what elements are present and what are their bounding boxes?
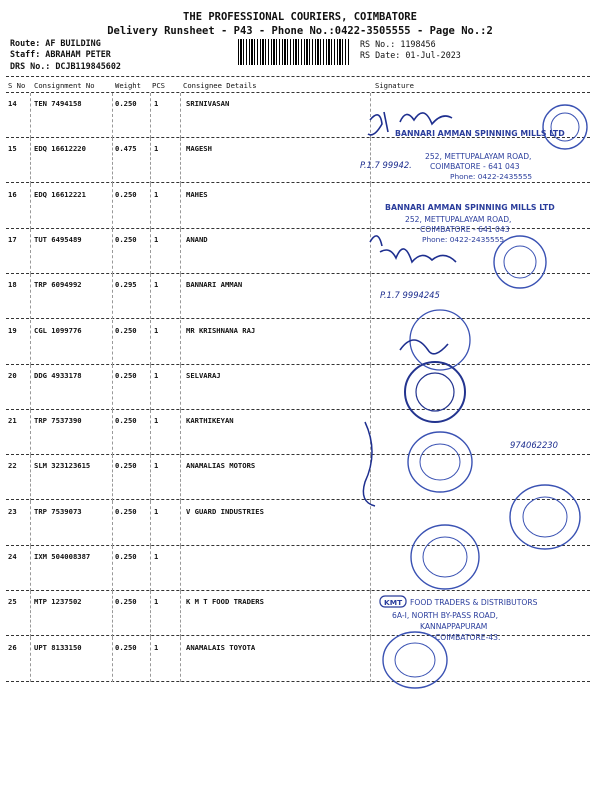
row-consignee: V GUARD INDUSTRIES xyxy=(186,506,264,516)
row-consignment-no: DDG 4933178 xyxy=(34,370,82,380)
column-separator xyxy=(30,546,31,591)
row-pcs: 1 xyxy=(154,325,159,335)
column-separator xyxy=(30,637,31,682)
seal-row17-icon xyxy=(494,236,546,288)
row-sno: 18 xyxy=(8,280,17,290)
row-sno: 23 xyxy=(8,506,17,516)
column-separator xyxy=(30,184,31,229)
row-sno: 15 xyxy=(8,144,17,154)
row-consignee: KARTHIKEYAN xyxy=(186,416,234,426)
column-separator xyxy=(150,501,151,546)
seal-row26-inner-icon xyxy=(395,643,435,677)
column-separator xyxy=(180,93,181,138)
stamp-bannari-line2-b: 252, METTUPALAYAM ROAD, xyxy=(405,215,512,224)
column-separator xyxy=(112,410,113,455)
handwritten-phone-3: 974062230 xyxy=(510,440,558,450)
column-separator xyxy=(112,365,113,410)
column-separator xyxy=(112,637,113,682)
row-weight: 0.250 xyxy=(115,552,137,561)
col-header-sno: S No xyxy=(8,81,26,90)
row-sno: 25 xyxy=(8,597,17,607)
row-consignee: ANAMALIAS MOTORS xyxy=(186,461,256,471)
row-pcs: 1 xyxy=(154,597,159,607)
column-separator xyxy=(30,229,31,274)
column-separator xyxy=(150,138,151,183)
row-consignment-no: TRP 7539073 xyxy=(34,506,82,516)
row-weight: 0.250 xyxy=(115,506,137,516)
column-separator xyxy=(180,410,181,455)
stamp-kmt-line4: COIMBATORE-43. xyxy=(435,633,501,642)
seal-row17-inner-icon xyxy=(504,246,536,278)
runsheet-subtitle: Delivery Runsheet - P43 - Phone No.:0422-3505555 - Page No.:2 xyxy=(107,25,493,37)
seal-row24-icon xyxy=(411,525,479,589)
row-consignee: SELVARAJ xyxy=(186,370,221,380)
seal-row23-inner-icon xyxy=(523,497,567,537)
row-sno: 24 xyxy=(8,552,17,561)
column-separator xyxy=(112,546,113,591)
stamp-kmt-line2: 6A-I, NORTH BY-PASS ROAD, xyxy=(392,611,498,620)
seal-row14-icon xyxy=(543,105,587,149)
row-pcs: 1 xyxy=(154,506,159,516)
column-separator xyxy=(150,320,151,365)
row-consignee: K M T FOOD TRADERS xyxy=(186,597,264,607)
seal-row22-inner-icon xyxy=(420,444,460,480)
row-sno: 22 xyxy=(8,461,17,471)
row-consignee: ANAND xyxy=(186,234,208,244)
column-separator xyxy=(180,501,181,546)
row-consignment-no: MTP 1237502 xyxy=(34,597,82,607)
row-weight: 0.250 xyxy=(115,370,137,380)
row-consignment-no: TEN 7494158 xyxy=(34,99,82,108)
seal-row24-inner-icon xyxy=(423,537,467,577)
column-separator xyxy=(30,93,31,138)
column-separator xyxy=(30,320,31,365)
column-separator xyxy=(180,455,181,500)
column-separator xyxy=(112,455,113,500)
row-weight: 0.250 xyxy=(115,325,137,335)
column-separator xyxy=(112,229,113,274)
row-pcs: 1 xyxy=(154,234,159,244)
column-separator xyxy=(150,365,151,410)
col-header-pcs: PCS xyxy=(152,81,165,90)
column-separator xyxy=(180,637,181,682)
rs-number: RS No.: 1198456 xyxy=(360,39,436,49)
seal-row26-icon xyxy=(383,632,447,688)
seal-row23-icon xyxy=(510,485,580,549)
column-separator xyxy=(150,274,151,319)
column-separator xyxy=(112,591,113,636)
row-weight: 0.250 xyxy=(115,99,137,108)
row-sno: 16 xyxy=(8,189,17,199)
row-sno: 19 xyxy=(8,325,17,335)
row-consignment-no: TRP 7537390 xyxy=(34,416,82,426)
stamp-kmt-logo: KMT xyxy=(384,598,403,607)
column-separator xyxy=(180,546,181,591)
stamp-bannari-line1-b: BANNARI AMMAN SPINNING MILLS LTD xyxy=(385,203,555,212)
column-separator xyxy=(150,93,151,138)
stamp-bannari-line3-a: COIMBATORE - 641 043 xyxy=(430,162,520,171)
row-pcs: 1 xyxy=(154,552,159,561)
column-separator xyxy=(180,229,181,274)
col-header-weight: Weight xyxy=(115,81,141,90)
seal-row19-icon xyxy=(410,310,470,370)
column-separator xyxy=(112,138,113,183)
column-separator xyxy=(30,591,31,636)
seal-row22-icon xyxy=(408,432,472,492)
signatures-and-stamps xyxy=(340,92,590,692)
row-consignment-no: TRP 6094992 xyxy=(34,280,82,290)
column-separator xyxy=(30,455,31,500)
route-label: Route: AF BUILDING xyxy=(10,38,101,48)
column-separator xyxy=(112,320,113,365)
column-separator xyxy=(112,184,113,229)
column-separator xyxy=(180,365,181,410)
col-header-signature: Signature xyxy=(375,81,414,90)
column-separator xyxy=(150,546,151,591)
row-sno: 26 xyxy=(8,642,17,652)
column-separator xyxy=(112,274,113,319)
column-separator xyxy=(30,410,31,455)
row-weight: 0.250 xyxy=(115,597,137,607)
row-pcs: 1 xyxy=(154,280,159,290)
row-weight: 0.250 xyxy=(115,189,137,199)
drs-number: DRS No.: DCJB119845602 xyxy=(10,61,121,71)
row-consignee: SRINIVASAN xyxy=(186,99,230,108)
column-separator xyxy=(180,138,181,183)
row-consignment-no: TUT 6495489 xyxy=(34,234,82,244)
column-separator xyxy=(150,455,151,500)
column-separator xyxy=(180,320,181,365)
row-consignee: MAHES xyxy=(186,189,208,199)
row-consignment-no: EDQ 16612221 xyxy=(34,189,86,199)
row-sno: 14 xyxy=(8,99,17,108)
column-separator xyxy=(150,410,151,455)
staff-label: Staff: ABRAHAM PETER xyxy=(10,49,111,59)
row-weight: 0.475 xyxy=(115,144,137,154)
column-separator xyxy=(150,591,151,636)
rs-date: RS Date: 01-Jul-2023 xyxy=(360,50,461,60)
row-consignee: MAGESH xyxy=(186,144,212,154)
column-separator xyxy=(30,138,31,183)
barcode xyxy=(238,39,350,65)
row-consignment-no: UPT 8133150 xyxy=(34,642,82,652)
row-consignment-no: IXM 504008387 xyxy=(34,552,91,561)
column-separator xyxy=(112,93,113,138)
col-header-consignment: Consignment No xyxy=(34,81,95,90)
stamp-kmt-line3: KANNAPPAPURAM xyxy=(420,622,488,631)
stamp-bannari-line1-a: BANNARI AMMAN SPINNING MILLS LTD xyxy=(395,129,565,138)
company-title: THE PROFESSIONAL COURIERS, COIMBATORE xyxy=(183,11,417,23)
seal-row20-icon xyxy=(405,362,465,422)
stamp-bannari-phone-a: Phone: 0422-2435555 xyxy=(450,172,533,181)
column-separator xyxy=(180,184,181,229)
row-weight: 0.250 xyxy=(115,642,137,652)
signature-row19-icon xyxy=(400,340,448,354)
row-pcs: 1 xyxy=(154,416,159,426)
stamp-bannari-phone-b: Phone: 0422-2435555 xyxy=(422,235,505,244)
signature-row21-icon xyxy=(363,422,375,506)
row-weight: 0.250 xyxy=(115,461,137,471)
row-sno: 21 xyxy=(8,416,17,426)
column-separator xyxy=(150,184,151,229)
row-sno: 20 xyxy=(8,370,17,380)
stamp-bannari-line3-b: COIMBATORE - 641 043 xyxy=(420,225,510,234)
row-pcs: 1 xyxy=(154,189,159,199)
row-pcs: 1 xyxy=(154,642,159,652)
row-weight: 0.295 xyxy=(115,280,137,290)
row-consignee: BANNARI AMMAN xyxy=(186,280,243,290)
row-pcs: 1 xyxy=(154,144,159,154)
row-weight: 0.250 xyxy=(115,234,137,244)
column-separator xyxy=(30,501,31,546)
column-separator xyxy=(30,274,31,319)
column-separator xyxy=(180,591,181,636)
row-consignee: ANAMALAIS TOYOTA xyxy=(186,642,256,652)
stamp-kmt-line1: FOOD TRADERS & DISTRIBUTORS xyxy=(410,598,538,607)
seal-row20-inner-icon xyxy=(416,373,454,411)
row-consignee: MR KRISHNANA RAJ xyxy=(186,325,256,335)
row-pcs: 1 xyxy=(154,461,159,471)
column-separator xyxy=(180,274,181,319)
row-consignment-no: CGL 1099776 xyxy=(34,325,82,335)
header-divider-top xyxy=(6,76,590,77)
row-consignment-no: SLM 323123615 xyxy=(34,461,91,471)
row-pcs: 1 xyxy=(154,370,159,380)
column-separator xyxy=(112,501,113,546)
handwritten-phone-2: P.1.7 9994245 xyxy=(380,290,440,300)
row-pcs: 1 xyxy=(154,99,159,108)
column-separator xyxy=(30,365,31,410)
stamp-bannari-line2-a: 252, METTUPALAYAM ROAD, xyxy=(425,152,532,161)
column-separator xyxy=(150,229,151,274)
handwritten-phone-1: P.1.7 99942. xyxy=(360,160,412,170)
column-separator xyxy=(150,637,151,682)
row-consignment-no: EDQ 16612220 xyxy=(34,144,86,154)
row-weight: 0.250 xyxy=(115,416,137,426)
row-sno: 17 xyxy=(8,234,17,244)
col-header-consignee: Consignee Details xyxy=(183,81,257,90)
